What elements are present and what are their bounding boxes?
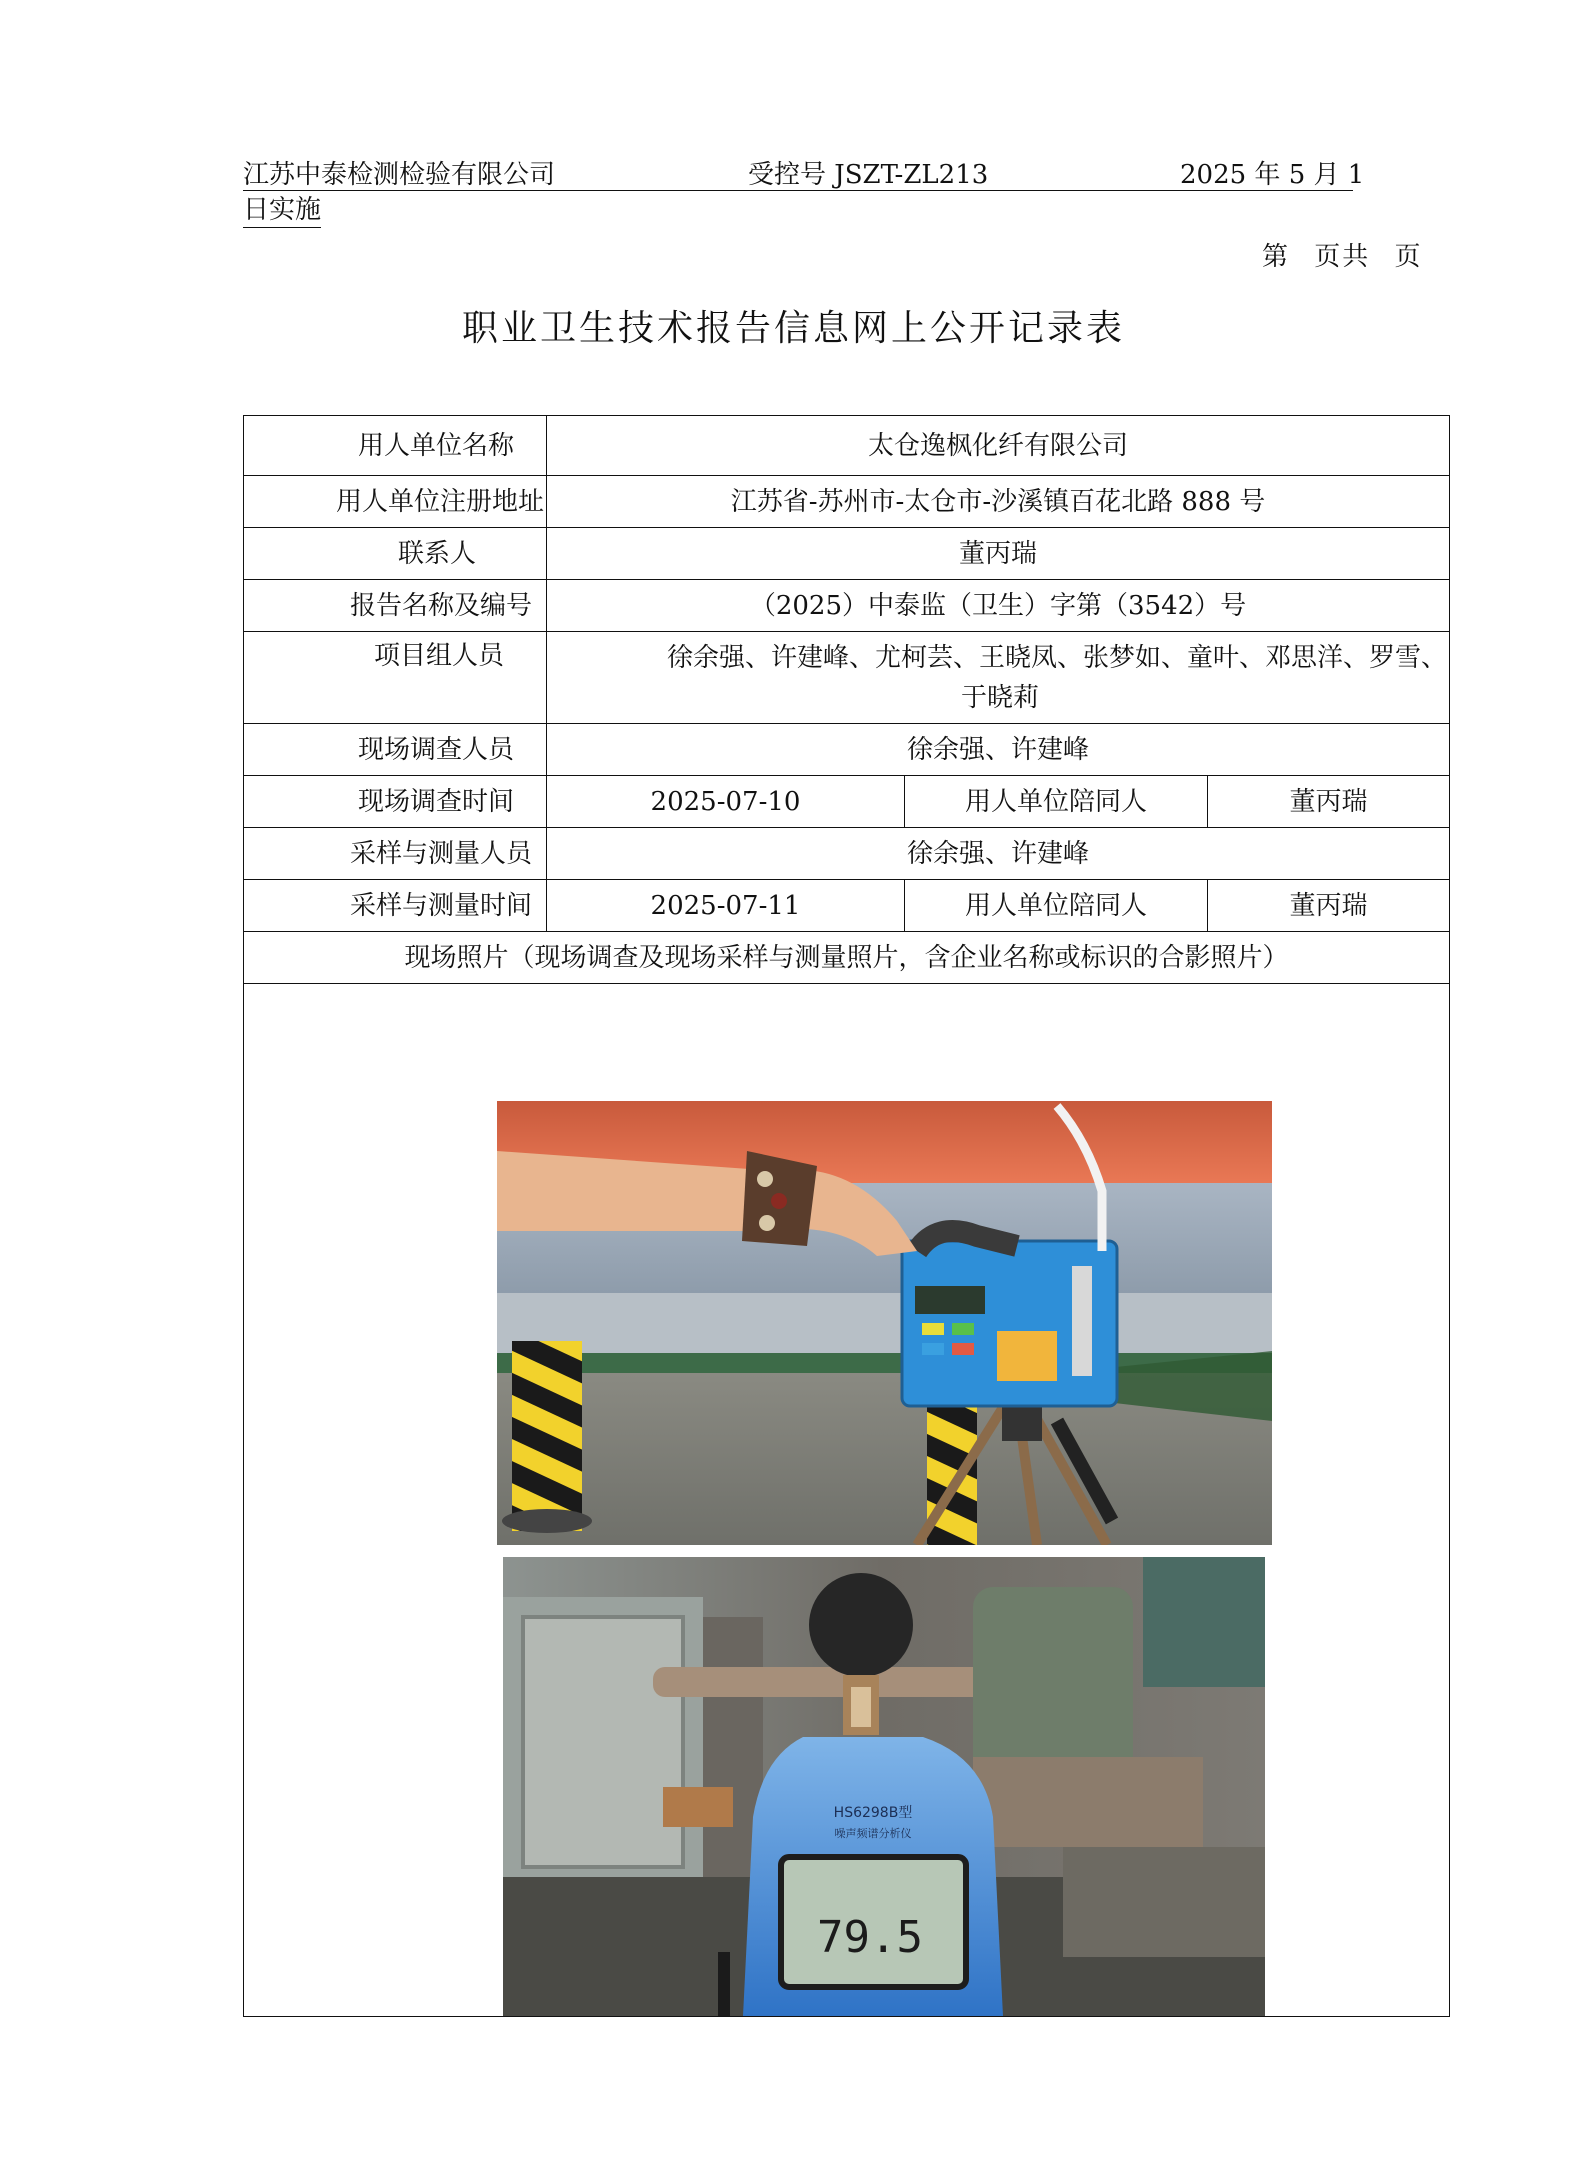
row-sampling-time [244,880,1450,932]
row-contact [244,528,1450,580]
team-line-2: 于晓莉 [961,682,1040,713]
row-survey-staff [244,724,1450,776]
sampling-time-label: 采样与测量时间 [244,880,547,932]
employer-name-value: 太仓逸枫化纤有限公司 [547,416,1450,476]
document-title: 职业卫生技术报告信息网上公开记录表 [461,308,1125,349]
survey-time-label: 现场调查时间 [244,776,547,828]
row-team [244,632,1450,724]
photo2-subtitle-label: 噪声频谱分析仪 [834,1827,912,1840]
report-value: （2025）中泰监（卫生）字第（3542）号 [547,580,1450,632]
team-label: 项目组人员 [244,632,547,724]
row-sampling-staff [244,828,1450,880]
team-line-1: 徐余强、许建峰、尤柯芸、王晓凤、张梦如、童叶、邓思洋、罗雪、 [667,642,1448,673]
record-table [243,415,1450,2017]
address-value: 江苏省-苏州市-太仓市-沙溪镇百花北路 888 号 [547,476,1450,528]
team-value [547,632,1450,724]
site-photo-noise-meter [503,1557,1265,2016]
sampling-staff-label: 采样与测量人员 [244,828,547,880]
photos-cell [244,984,1450,2017]
page-number: 第 页共 页 [1262,242,1423,272]
header-control-number: 受控号 JSZT-ZL213 [748,160,989,190]
address-label: 用人单位注册地址 [244,476,547,528]
sampling-time-value: 2025-07-11 [547,880,905,932]
contact-value: 董丙瑞 [547,528,1450,580]
photo2-model-label: HS6298B型 [833,1805,913,1821]
sampling-escort-value: 董丙瑞 [1208,880,1450,932]
sampling-staff-value: 徐余强、许建峰 [547,828,1450,880]
report-label: 报告名称及编号 [244,580,547,632]
row-employer-name [244,416,1450,476]
site-photo-sampler [497,1101,1272,1545]
contact-label: 联系人 [244,528,547,580]
survey-staff-value: 徐余强、许建峰 [547,724,1450,776]
survey-staff-label: 现场调查人员 [244,724,547,776]
row-photos-label [244,932,1450,984]
photos-label: 现场照片（现场调查及现场采样与测量照片，含企业名称或标识的合影照片） [244,932,1450,984]
header-underline [243,190,1353,191]
employer-name-label: 用人单位名称 [244,416,547,476]
survey-time-value: 2025-07-10 [547,776,905,828]
row-report [244,580,1450,632]
row-address [244,476,1450,528]
header-company: 江苏中泰检测检验有限公司 [243,160,556,190]
sampling-escort-label: 用人单位陪同人 [905,880,1208,932]
survey-escort-value: 董丙瑞 [1208,776,1450,828]
header-date: 2025 年 5 月 1 [1180,160,1365,190]
row-photos [244,984,1450,2017]
survey-escort-label: 用人单位陪同人 [905,776,1208,828]
photo2-reading: 79.5 [817,1912,923,1963]
header-implementation: 日实施 [243,193,321,228]
row-survey-time [244,776,1450,828]
